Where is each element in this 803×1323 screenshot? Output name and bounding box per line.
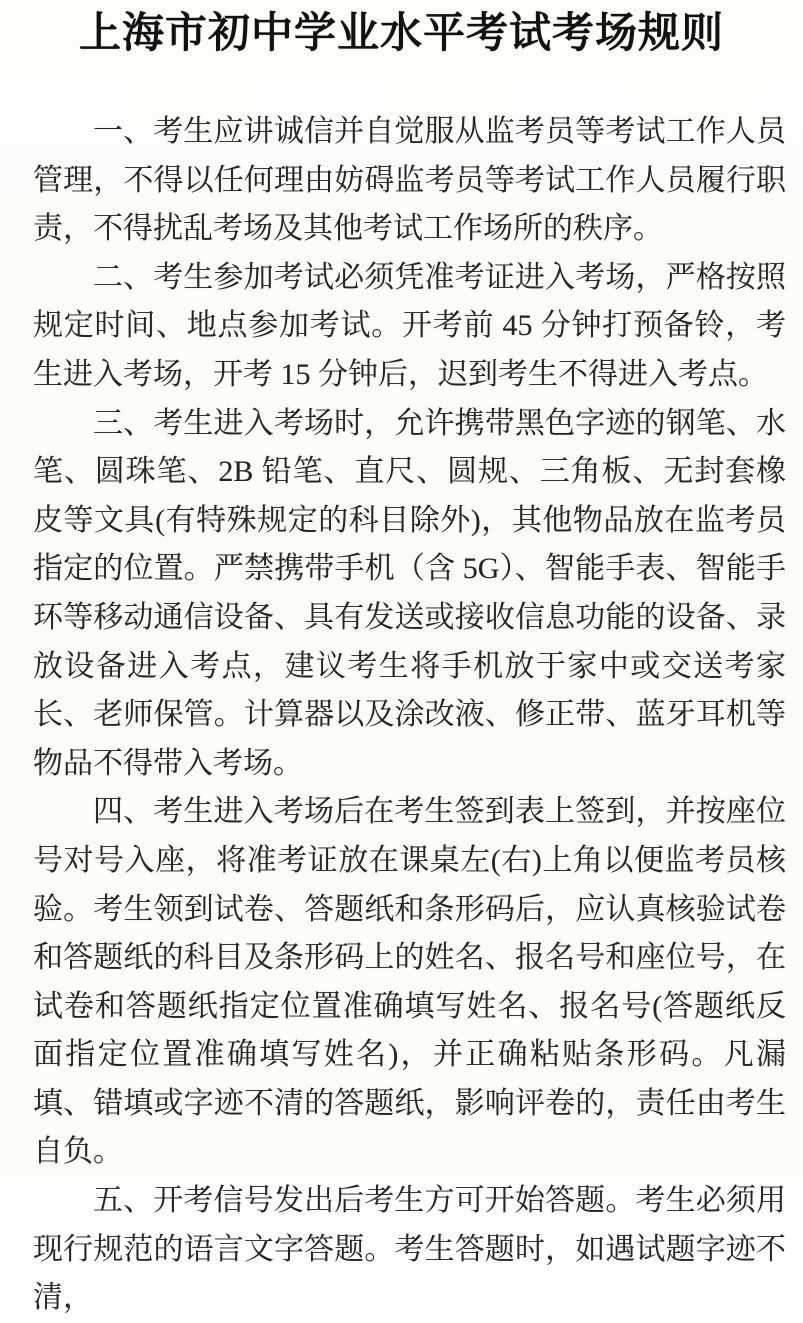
rule-paragraph-1: 一、考生应讲诚信并自觉服从监考员等考试工作人员管理，不得以任何理由妨碍监考员等考试工作人员履行职责，不得扰乱考场及其他考试工作场所的秩序。: [33, 115, 786, 246]
rule-paragraph-3: 三、考生进入考场时，允许携带黑色字迹的钢笔、水笔、圆珠笔、2B 铅笔、直尺、圆规、三角板、无封套橡皮等文具(有特殊规定的科目除外)，其他物品放在监考员指定的位置。严禁携带手机（含 5G）、智能手表、智能手环等移动通信设备、具有发送或接收信息功能的设备、录放设备进入考点，建议考生将手机放于家中或交送考家长、老师保管。计算器以及涂改液、修正带、蓝牙耳机等物品不得带入考场。: [33, 406, 786, 780]
document-title: 上海市初中学业水平考试考场规则: [78, 11, 724, 57]
rule-paragraph-2: 二、考生参加考试必须凭准考证进入考场，严格按照规定时间、地点参加考试。开考前 45 分钟打预备铃，考生进入考场，开考 15 分钟后，迟到考生不得进入考点。: [33, 260, 786, 391]
document-body: [0, 108, 803, 1323]
rule-paragraph-4: 四、考生进入考场后在考生签到表上签到，并按座位号对号入座，将准考证放在课桌左(右)上角以便监考员核验。考生领到试卷、答题纸和条形码后，应认真核验试卷和答题纸的科目及条形码上的姓名、报名号和座位号，在试卷和答题纸指定位置准确填写姓名、报名号(答题纸反面指定位置准确填写姓名)，并正确粘贴条形码。凡漏填、错填或字迹不清的答题纸，影响评卷的，责任由考生自负。: [33, 795, 786, 1169]
rule-paragraph-5-truncated: 五、开考信号发出后考生方可开始答题。考生必须用现行规范的语言文字答题。考生答题时，如遇试题字迹不清，: [33, 1184, 786, 1315]
